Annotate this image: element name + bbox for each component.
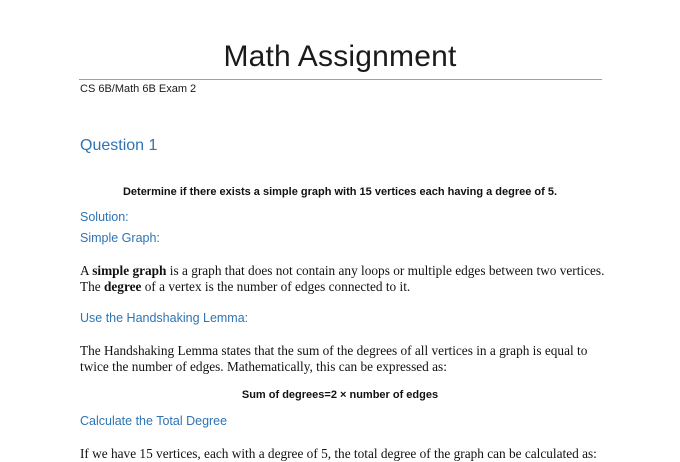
solution-heading: Solution:: [80, 210, 129, 224]
handshake-paragraph: The Handshaking Lemma states that the sum of the degrees of all vertices in a graph is equal to twice the number of edges. Mathematically, this can be expressed as:: [80, 343, 588, 374]
para-text: of a vertex is the number of edges connected to it.: [141, 279, 411, 294]
para-text: is a graph that does not contain any loops or multiple edges between two vertices. The: [80, 263, 605, 294]
document-title: Math Assignment: [223, 40, 457, 73]
document-subtitle: CS 6B/Math 6B Exam 2: [80, 83, 197, 95]
simple-graph-heading: Simple Graph:: [80, 231, 160, 245]
simple-graph-paragraph: [80, 263, 610, 295]
title-divider: [79, 79, 602, 80]
total-degree-heading: Calculate the Total Degree: [80, 414, 228, 428]
formula: Sum of degrees=2 × number of edges: [241, 389, 439, 401]
term-simple-graph: simple graph: [92, 263, 167, 278]
question-heading: Question 1: [80, 137, 158, 154]
total-degree-paragraph: If we have 15 vertices, each with a degree of 5, the total degree of the graph can be calculated as:: [80, 446, 597, 461]
term-degree: degree: [104, 279, 142, 294]
handshake-heading: Use the Handshaking Lemma:: [80, 311, 249, 325]
question-text: Determine if there exists a simple graph with 15 vertices each having a degree of 5.: [122, 186, 558, 198]
para-text: A: [80, 263, 93, 278]
